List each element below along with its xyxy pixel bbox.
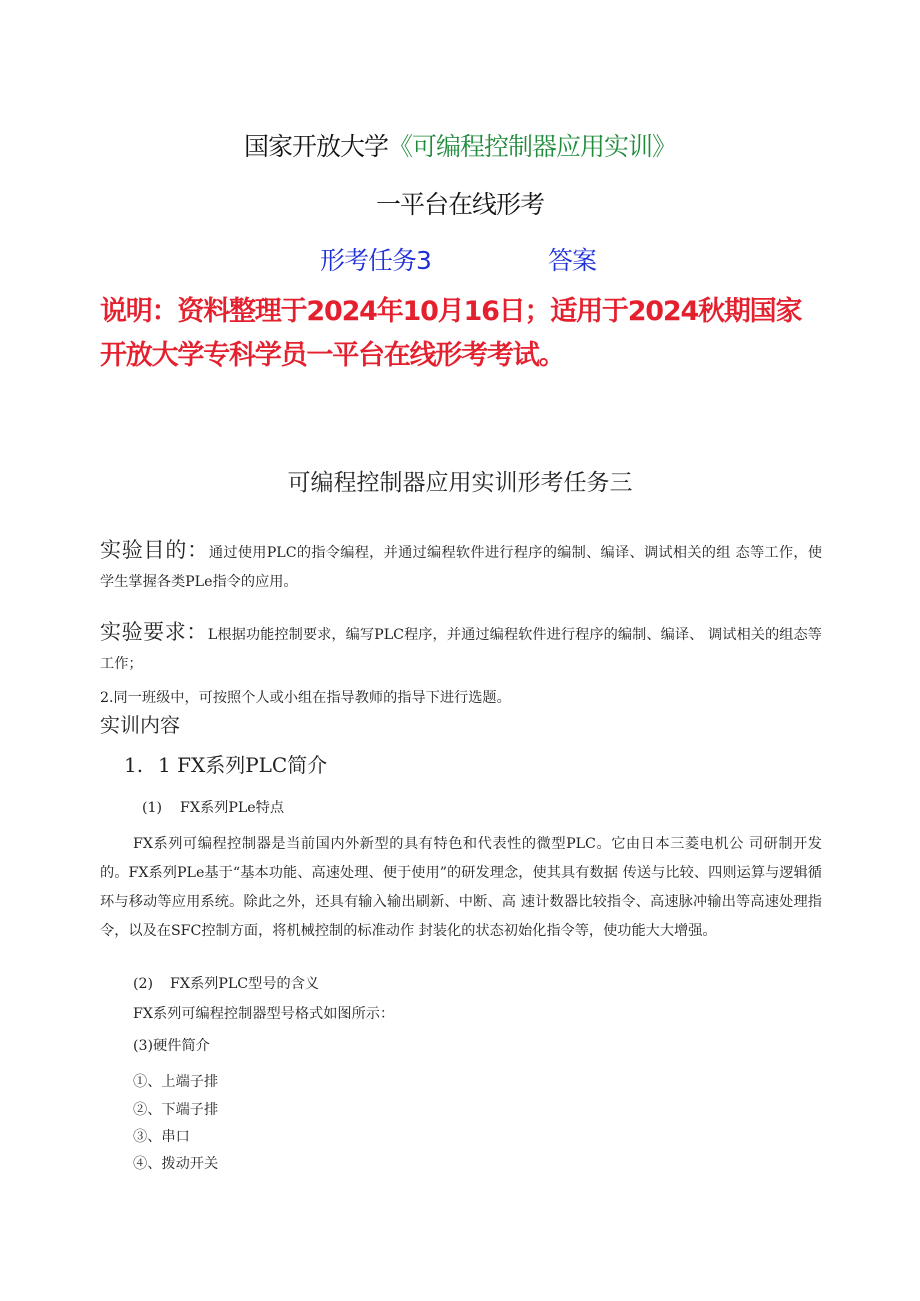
section-number: 1. (124, 753, 144, 777)
hardware-item: ③、串口 (133, 1129, 190, 1145)
hardware-item: ①、上端子排 (133, 1074, 219, 1090)
purpose-text: 通过使用PLC的指令编程，并通过编程软件进行程序的编制、编译、调试相关的组 态等工作，使学生掌握各类PLe指令的应用。 (100, 545, 823, 590)
subsection-heading-2 (133, 972, 319, 996)
purpose-label: 实验目的： (100, 538, 209, 562)
document-title (0, 130, 920, 164)
subsection-number-1: (1) (142, 800, 163, 816)
document-title-line2: 一平台在线形考 (375, 190, 544, 219)
hardware-heading: (3)硬件简介 (133, 1038, 210, 1054)
document-subtitle: 可编程控制器应用实训形考任务三 (287, 470, 633, 496)
requirement-item-2: 2.同一班级中，可按照个人或小组在指导教师的指导下进行选题。 (100, 690, 511, 706)
section-title: 1 FX系列PLC简介 (158, 753, 328, 777)
section-heading (124, 750, 327, 780)
subsection-title-2: FX系列PLC型号的含义 (170, 976, 320, 992)
purpose-paragraph (100, 536, 822, 597)
title-course: 《可编程控制器应用实训》 (388, 132, 677, 161)
title-prefix: 国家开放大学 (243, 132, 388, 161)
notice-text: 说明：资料整理于2024年10月16日；适用于2024秋期国家 开放大学专科学员一平台在线形考考试。 (100, 296, 802, 371)
task-label: 形考任务3 (320, 246, 431, 275)
fx-paragraph: FX系列可编程控制器是当前国内外新型的具有特色和代表性的微型PLC。它由日本三菱电机公 司研制开发的。FX系列PLe基于“基本功能、高速处理、便于使用”的研发理念，使其具有数据 传送与比较、四则运算与逻辑循环与移动等应用系统。除此之外，还具有输入输出刷新、中断、高 速计数器比较指令、高速脉冲输出等高速处理指令，以及在SFC控制方面，将机械控制的标准动作 封装化的状态初始化指令等，使功能大大增强。 (100, 836, 822, 939)
requirement-paragraph (100, 618, 822, 679)
subsection-number-2: (2) (133, 976, 154, 992)
hardware-item: ④、拨动开关 (133, 1156, 219, 1172)
content-heading: 实训内容 (100, 713, 180, 737)
requirement-text: L根据功能控制要求，编写PLC程序，并通过编程软件进行程序的编制、编译、 调试相关的组态等工作； (100, 627, 822, 672)
answer-label: 答案 (548, 246, 597, 275)
task-heading (320, 244, 620, 278)
model-format-line: FX系列可编程控制器型号格式如图所示： (133, 1006, 395, 1022)
subsection-heading-1 (142, 796, 284, 820)
requirement-label: 实验要求： (100, 620, 208, 644)
hardware-item: ②、下端子排 (133, 1102, 219, 1118)
subsection-title-1: FX系列PLe特点 (180, 800, 285, 816)
